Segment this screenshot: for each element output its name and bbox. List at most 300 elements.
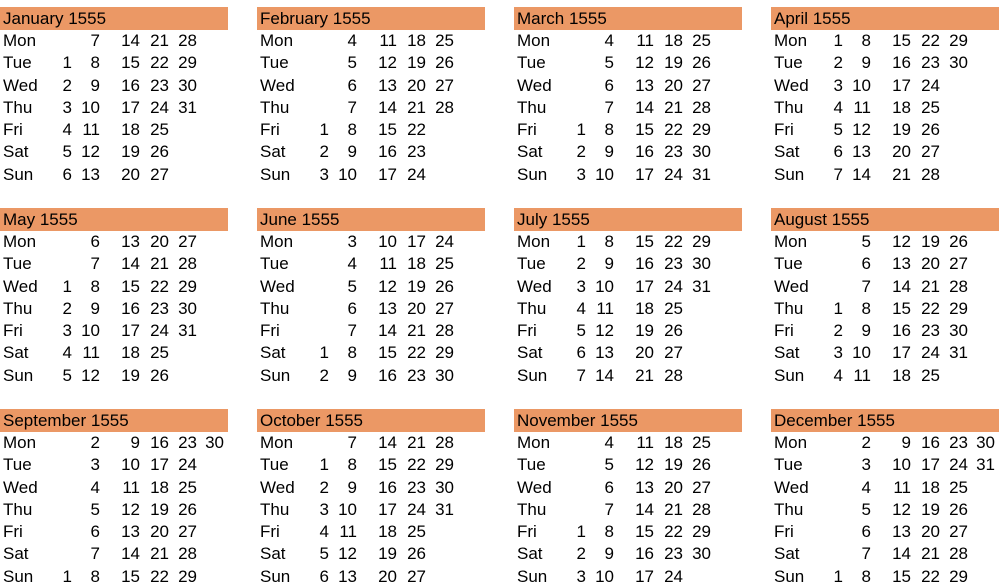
- date-cell: 13: [338, 566, 357, 586]
- week-row: [771, 499, 999, 521]
- week-row: [257, 276, 485, 298]
- date-cell: 17: [378, 499, 397, 519]
- month-title: September 1555: [0, 409, 228, 432]
- day-name-label: Fri: [774, 120, 794, 140]
- week-row: [257, 52, 485, 74]
- day-name-label: Thu: [260, 97, 290, 117]
- date-cell: 11: [596, 298, 614, 318]
- day-name-label: Mon: [774, 433, 808, 452]
- day-name-label: Wed: [517, 477, 552, 497]
- month-title: August 1555: [771, 208, 999, 231]
- month-title: October 1555: [257, 409, 485, 432]
- date-cell: 13: [595, 343, 614, 363]
- date-cell: 14: [892, 544, 911, 564]
- day-name-label: Wed: [774, 276, 809, 296]
- date-cell: 8: [604, 120, 614, 140]
- week-row: [771, 342, 999, 364]
- week-row: [514, 119, 742, 141]
- date-cell: 21: [407, 97, 426, 117]
- date-cell: 29: [692, 120, 711, 140]
- date-cell: 3: [62, 97, 72, 117]
- date-cell: 23: [150, 75, 169, 95]
- date-cell: 16: [635, 544, 654, 564]
- date-cell: 13: [121, 232, 140, 251]
- day-name-label: Mon: [517, 232, 551, 251]
- date-cell: 20: [635, 343, 654, 363]
- date-cell: 18: [150, 477, 169, 497]
- date-cell: 8: [861, 566, 871, 586]
- day-name-label: Fri: [3, 321, 23, 341]
- week-row: [771, 566, 999, 588]
- date-cell: 9: [861, 321, 871, 341]
- date-cell: 23: [949, 433, 968, 452]
- date-cell: 1: [62, 276, 72, 296]
- week-row: [514, 543, 742, 565]
- date-cell: 26: [664, 321, 683, 341]
- date-cell: 21: [892, 164, 911, 184]
- date-cell: 25: [435, 31, 454, 50]
- date-cell: 11: [636, 31, 654, 50]
- date-cell: 31: [435, 499, 454, 519]
- date-cell: 3: [90, 455, 100, 475]
- date-cell: 20: [407, 75, 426, 95]
- date-cell: 6: [347, 75, 357, 95]
- day-name-label: Tue: [774, 254, 803, 274]
- week-row: [514, 566, 742, 588]
- date-cell: 20: [892, 142, 911, 162]
- week-row: [257, 342, 485, 364]
- day-name-label: Sat: [517, 343, 543, 363]
- day-name-label: Wed: [517, 75, 552, 95]
- week-row: [257, 365, 485, 387]
- date-cell: 3: [319, 499, 329, 519]
- date-cell: 19: [150, 499, 169, 519]
- day-name-label: Sat: [774, 142, 800, 162]
- day-name-label: Sun: [3, 566, 34, 586]
- date-cell: 9: [861, 53, 871, 73]
- date-cell: 16: [150, 433, 169, 452]
- date-cell: 1: [62, 566, 72, 586]
- date-cell: 7: [347, 321, 357, 341]
- day-name-label: Fri: [260, 522, 280, 542]
- day-name-label: Sun: [260, 164, 291, 184]
- date-cell: 24: [150, 321, 169, 341]
- date-cell: 28: [178, 31, 197, 50]
- date-cell: 28: [178, 544, 197, 564]
- date-cell: 30: [178, 298, 197, 318]
- date-cell: 18: [664, 31, 683, 50]
- week-row: [514, 97, 742, 119]
- date-cell: 1: [576, 522, 586, 542]
- date-cell: 15: [635, 522, 654, 542]
- date-cell: 16: [892, 321, 911, 341]
- day-name-label: Wed: [774, 477, 809, 497]
- date-cell: 2: [861, 433, 871, 452]
- date-cell: 26: [178, 499, 197, 519]
- date-cell: 5: [604, 53, 614, 73]
- date-cell: 8: [604, 232, 614, 251]
- date-cell: 15: [121, 276, 140, 296]
- date-cell: 31: [976, 455, 995, 475]
- day-name-label: Sun: [260, 365, 291, 385]
- date-cell: 5: [861, 232, 871, 251]
- date-cell: 17: [635, 164, 654, 184]
- week-row: [771, 365, 999, 387]
- date-cell: 20: [664, 75, 683, 95]
- date-cell: 26: [692, 53, 711, 73]
- date-cell: 29: [949, 566, 968, 586]
- date-cell: 19: [664, 455, 683, 475]
- date-cell: 8: [90, 276, 100, 296]
- date-cell: 10: [378, 232, 397, 251]
- date-cell: 7: [604, 499, 614, 519]
- date-cell: 14: [852, 164, 871, 184]
- date-cell: 8: [90, 53, 100, 73]
- date-cell: 23: [407, 142, 426, 162]
- day-name-label: Wed: [774, 75, 809, 95]
- date-cell: 25: [692, 31, 711, 50]
- date-cell: 29: [949, 298, 968, 318]
- date-cell: 25: [407, 522, 426, 542]
- date-cell: 22: [150, 276, 169, 296]
- date-cell: 2: [319, 477, 329, 497]
- date-cell: 14: [121, 254, 140, 274]
- week-row: [771, 298, 999, 320]
- week-row: [257, 566, 485, 588]
- date-cell: 18: [407, 31, 426, 50]
- date-cell: 10: [338, 164, 357, 184]
- week-row: [0, 342, 228, 364]
- week-row: [0, 499, 228, 521]
- date-cell: 30: [949, 321, 968, 341]
- day-name-label: Tue: [517, 53, 546, 73]
- date-cell: 22: [407, 343, 426, 363]
- date-cell: 16: [635, 142, 654, 162]
- date-cell: 27: [692, 75, 711, 95]
- date-cell: 8: [861, 31, 871, 50]
- date-cell: 16: [378, 477, 397, 497]
- date-cell: 4: [62, 120, 72, 140]
- date-cell: 20: [407, 298, 426, 318]
- date-cell: 18: [921, 477, 940, 497]
- day-name-label: Sat: [517, 544, 543, 564]
- date-cell: 15: [635, 232, 654, 251]
- date-cell: 30: [205, 433, 224, 452]
- day-name-label: Tue: [260, 53, 289, 73]
- date-cell: 22: [921, 298, 940, 318]
- date-cell: 4: [62, 343, 72, 363]
- date-cell: 10: [595, 164, 614, 184]
- date-cell: 18: [121, 120, 140, 140]
- date-cell: 12: [81, 365, 100, 385]
- date-cell: 25: [664, 298, 683, 318]
- date-cell: 26: [407, 544, 426, 564]
- week-row: [257, 30, 485, 52]
- week-row: [0, 276, 228, 298]
- date-cell: 19: [921, 232, 940, 251]
- day-name-label: Sun: [517, 566, 548, 586]
- date-cell: 13: [121, 522, 140, 542]
- date-cell: 14: [378, 97, 397, 117]
- date-cell: 6: [861, 254, 871, 274]
- date-cell: 9: [347, 142, 357, 162]
- day-name-label: Wed: [3, 276, 38, 296]
- day-name-label: Mon: [260, 232, 294, 251]
- date-cell: 2: [576, 544, 586, 564]
- day-name-label: Mon: [774, 31, 808, 50]
- day-name-label: Thu: [517, 97, 547, 117]
- day-name-label: Thu: [3, 298, 33, 318]
- day-name-label: Sun: [774, 365, 805, 385]
- date-cell: 22: [150, 566, 169, 586]
- day-name-label: Sat: [774, 544, 800, 564]
- date-cell: 4: [319, 522, 329, 542]
- date-cell: 2: [576, 254, 586, 274]
- week-row: [257, 298, 485, 320]
- date-cell: 26: [692, 455, 711, 475]
- date-cell: 24: [435, 232, 454, 251]
- date-cell: 18: [635, 298, 654, 318]
- date-cell: 29: [949, 31, 968, 50]
- date-cell: 17: [892, 343, 911, 363]
- date-cell: 26: [435, 53, 454, 73]
- day-name-label: Thu: [774, 97, 804, 117]
- date-cell: 9: [604, 142, 614, 162]
- date-cell: 9: [604, 254, 614, 274]
- week-row: [771, 52, 999, 74]
- date-cell: 7: [861, 276, 871, 296]
- date-cell: 13: [852, 142, 871, 162]
- date-cell: 4: [833, 365, 843, 385]
- date-cell: 12: [852, 120, 871, 140]
- week-row: [257, 454, 485, 476]
- date-cell: 23: [407, 477, 426, 497]
- week-row: [0, 432, 228, 454]
- week-row: [514, 141, 742, 163]
- day-name-label: Tue: [3, 53, 32, 73]
- date-cell: 4: [347, 31, 357, 50]
- day-name-label: Wed: [517, 276, 552, 296]
- date-cell: 21: [150, 31, 169, 50]
- date-cell: 11: [379, 31, 397, 50]
- month-title: November 1555: [514, 409, 742, 432]
- date-cell: 2: [319, 365, 329, 385]
- day-name-label: Wed: [260, 75, 295, 95]
- date-cell: 4: [604, 31, 614, 50]
- date-cell: 18: [121, 343, 140, 363]
- week-row: [0, 75, 228, 97]
- date-cell: 21: [921, 276, 940, 296]
- week-row: [771, 320, 999, 342]
- date-cell: 28: [664, 365, 683, 385]
- date-cell: 10: [595, 566, 614, 586]
- date-cell: 6: [604, 477, 614, 497]
- date-cell: 3: [576, 276, 586, 296]
- week-row: [257, 499, 485, 521]
- day-name-label: Thu: [3, 499, 33, 519]
- month-block: [0, 208, 228, 387]
- date-cell: 14: [121, 544, 140, 564]
- date-cell: 31: [178, 321, 197, 341]
- date-cell: 13: [892, 254, 911, 274]
- date-cell: 6: [576, 343, 586, 363]
- date-cell: 22: [664, 522, 683, 542]
- date-cell: 8: [90, 566, 100, 586]
- date-cell: 20: [378, 566, 397, 586]
- month-title: March 1555: [514, 7, 742, 30]
- date-cell: 25: [150, 343, 169, 363]
- date-cell: 26: [949, 232, 968, 251]
- date-cell: 21: [150, 254, 169, 274]
- date-cell: 17: [121, 97, 140, 117]
- date-cell: 24: [150, 97, 169, 117]
- day-name-label: Tue: [260, 254, 289, 274]
- day-name-label: Tue: [517, 254, 546, 274]
- date-cell: 24: [921, 343, 940, 363]
- week-row: [257, 543, 485, 565]
- week-row: [257, 432, 485, 454]
- day-name-label: Fri: [517, 321, 537, 341]
- week-row: [514, 75, 742, 97]
- week-row: [257, 477, 485, 499]
- day-name-label: Mon: [3, 232, 37, 251]
- date-cell: 29: [692, 232, 711, 251]
- date-cell: 10: [81, 97, 100, 117]
- date-cell: 9: [347, 365, 357, 385]
- date-cell: 17: [121, 321, 140, 341]
- date-cell: 30: [692, 254, 711, 274]
- month-title: July 1555: [514, 208, 742, 231]
- date-cell: 11: [893, 477, 911, 497]
- week-row: [0, 454, 228, 476]
- date-cell: 1: [576, 232, 586, 251]
- day-name-label: Mon: [517, 31, 551, 50]
- date-cell: 17: [407, 232, 426, 251]
- date-cell: 2: [833, 321, 843, 341]
- date-cell: 19: [407, 53, 426, 73]
- date-cell: 4: [861, 477, 871, 497]
- date-cell: 8: [604, 522, 614, 542]
- date-cell: 12: [635, 455, 654, 475]
- date-cell: 26: [150, 142, 169, 162]
- date-cell: 31: [692, 276, 711, 296]
- date-cell: 28: [692, 97, 711, 117]
- day-name-label: Sat: [260, 343, 286, 363]
- week-row: [0, 365, 228, 387]
- week-row: [771, 30, 999, 52]
- date-cell: 15: [892, 31, 911, 50]
- day-name-label: Tue: [774, 455, 803, 475]
- date-cell: 22: [407, 455, 426, 475]
- week-row: [0, 521, 228, 543]
- date-cell: 19: [664, 53, 683, 73]
- date-cell: 23: [921, 321, 940, 341]
- date-cell: 30: [976, 433, 995, 452]
- date-cell: 30: [692, 544, 711, 564]
- month-block: [771, 208, 999, 387]
- day-name-label: Fri: [774, 321, 794, 341]
- day-name-label: Fri: [517, 522, 537, 542]
- date-cell: 15: [121, 53, 140, 73]
- week-row: [514, 164, 742, 186]
- date-cell: 27: [692, 477, 711, 497]
- date-cell: 29: [435, 455, 454, 475]
- date-cell: 15: [378, 120, 397, 140]
- day-name-label: Mon: [260, 433, 294, 452]
- date-cell: 17: [150, 455, 169, 475]
- date-cell: 26: [150, 365, 169, 385]
- date-cell: 28: [435, 321, 454, 341]
- date-cell: 3: [861, 455, 871, 475]
- date-cell: 30: [178, 75, 197, 95]
- date-cell: 7: [604, 97, 614, 117]
- day-name-label: Mon: [774, 232, 808, 251]
- date-cell: 30: [692, 142, 711, 162]
- date-cell: 11: [82, 343, 100, 363]
- day-name-label: Sat: [3, 142, 29, 162]
- date-cell: 5: [347, 53, 357, 73]
- date-cell: 20: [921, 522, 940, 542]
- day-name-label: Sun: [774, 164, 805, 184]
- date-cell: 6: [604, 75, 614, 95]
- date-cell: 28: [921, 164, 940, 184]
- week-row: [0, 231, 228, 253]
- date-cell: 30: [949, 53, 968, 73]
- date-cell: 16: [635, 254, 654, 274]
- week-row: [514, 231, 742, 253]
- date-cell: 4: [833, 97, 843, 117]
- date-cell: 12: [378, 276, 397, 296]
- day-name-label: Tue: [774, 53, 803, 73]
- week-row: [257, 141, 485, 163]
- date-cell: 17: [892, 75, 911, 95]
- date-cell: 22: [150, 53, 169, 73]
- date-cell: 11: [339, 522, 357, 542]
- day-name-label: Thu: [517, 499, 547, 519]
- date-cell: 28: [435, 433, 454, 452]
- date-cell: 15: [635, 120, 654, 140]
- date-cell: 12: [378, 53, 397, 73]
- month-block: [0, 7, 228, 186]
- month-title: April 1555: [771, 7, 999, 30]
- week-row: [514, 499, 742, 521]
- week-row: [257, 75, 485, 97]
- date-cell: 21: [664, 97, 683, 117]
- week-row: [514, 365, 742, 387]
- date-cell: 12: [595, 321, 614, 341]
- date-cell: 24: [921, 75, 940, 95]
- day-name-label: Fri: [3, 522, 23, 542]
- day-name-label: Wed: [260, 276, 295, 296]
- week-row: [771, 543, 999, 565]
- date-cell: 12: [81, 142, 100, 162]
- date-cell: 21: [407, 321, 426, 341]
- day-name-label: Fri: [260, 120, 280, 140]
- week-row: [514, 52, 742, 74]
- date-cell: 21: [407, 433, 426, 452]
- day-name-label: Thu: [260, 298, 290, 318]
- week-row: [0, 477, 228, 499]
- date-cell: 19: [121, 365, 140, 385]
- date-cell: 21: [664, 499, 683, 519]
- date-cell: 16: [121, 75, 140, 95]
- date-cell: 9: [90, 298, 100, 318]
- date-cell: 3: [319, 164, 329, 184]
- date-cell: 28: [435, 97, 454, 117]
- date-cell: 10: [338, 499, 357, 519]
- date-cell: 9: [901, 433, 911, 452]
- day-name-label: Tue: [260, 455, 289, 475]
